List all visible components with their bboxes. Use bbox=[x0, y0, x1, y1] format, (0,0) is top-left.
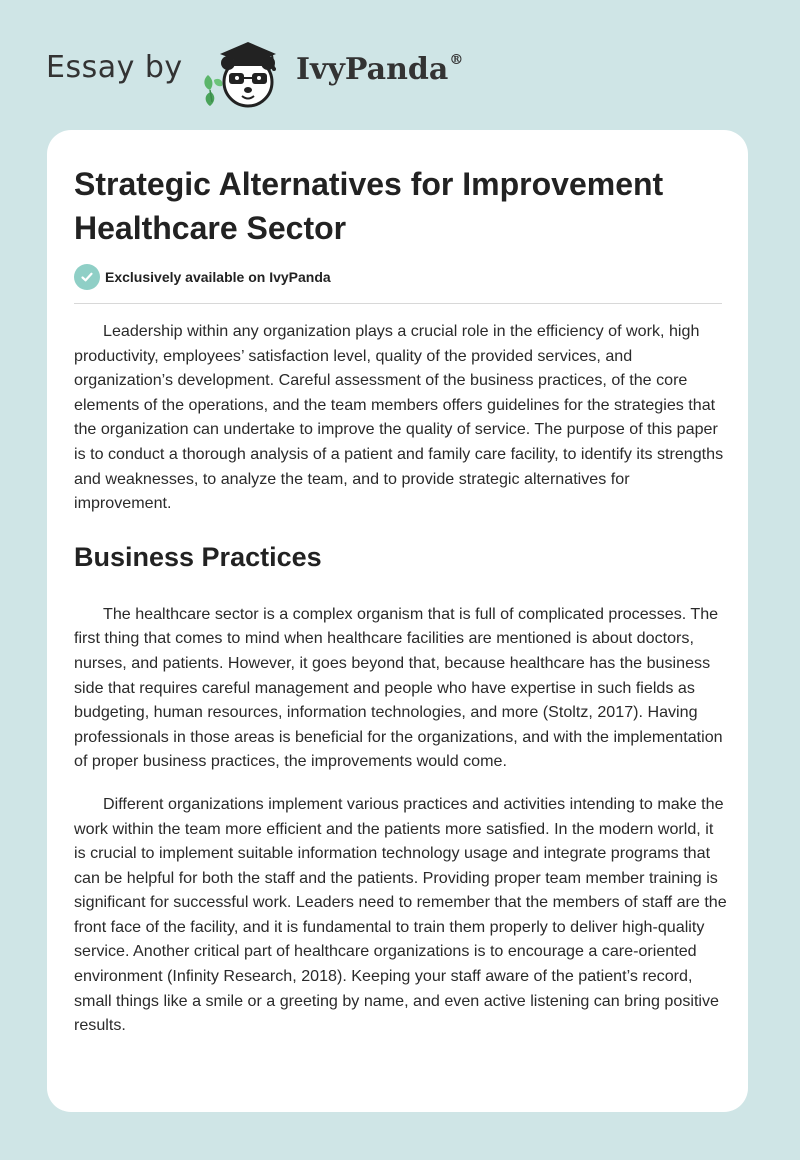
essay-card bbox=[47, 130, 748, 1112]
section-heading: Business Practices bbox=[74, 541, 322, 572]
intro-paragraph: Leadership within any organization plays a crucial role in the efficiency of work, high productivity, employees’ satisfaction level, quality of the provided services, and organization’s development. Careful assessment of the business practices, of the core elements of the operations, and the team members offers guidelines for the strategies that the organization can undertake to improve the quality of service. The purpose of this paper is to conduct a thorough analysis of a patient and family care facility, to identify its strengths and weaknesses, to analyze the team, and to provide strategic alternatives for improvement. bbox=[74, 322, 724, 513]
checkmark-circle-icon bbox=[74, 264, 100, 290]
body-paragraph: Different organizations implement various practices and activities intending to make the work within the team more efficient and the patients more satisfied. In the modern world, it is crucial to implement suitable information technology usage and integrate programs that can be helpful for both the staff and the patients. Providing proper team member training is significant for successful work. Leaders need to remember that the members of staff are the front face of the facility, and it is fundamental to train them properly to deliver high-quality service. Another critical part of healthcare organizations is to encourage a care-oriented environment (Infinity Research, 2018). Keeping your staff aware of the patient’s record, small things like a smile or a greeting by name, and even active listening can bring positive results. bbox=[74, 794, 727, 1035]
ivy-leaf-icon bbox=[204, 75, 222, 106]
essay-title: Strategic Alternatives for Improvement Healthcare Sector bbox=[74, 166, 664, 246]
exclusive-badge bbox=[74, 263, 331, 291]
divider bbox=[74, 303, 722, 304]
body-paragraph: The healthcare sector is a complex organism that is full of complicated processes. The first thing that comes to mind when healthcare facilities are mentioned is about doctors, nurses, and patients. However, it goes beyond that, because healthcare has the business side that requires careful management and people who have expertise in such fields as budgeting, human resources, information technologies, and more (Stoltz, 2017). Having professionals in those areas is beneficial for the organizations, and with the implementation of proper business practices, the improvements would come. bbox=[74, 604, 723, 771]
brand-name: IvyPanda bbox=[296, 52, 449, 87]
panda-logo-icon[interactable] bbox=[198, 30, 296, 110]
exclusive-badge-label: Exclusively available on IvyPanda bbox=[105, 269, 331, 285]
essay-by-label: Essay by bbox=[46, 50, 183, 85]
registered-mark: ® bbox=[449, 52, 464, 68]
site-header bbox=[0, 0, 800, 130]
essay-body bbox=[74, 319, 729, 1056]
brand-wordmark[interactable] bbox=[296, 52, 463, 87]
